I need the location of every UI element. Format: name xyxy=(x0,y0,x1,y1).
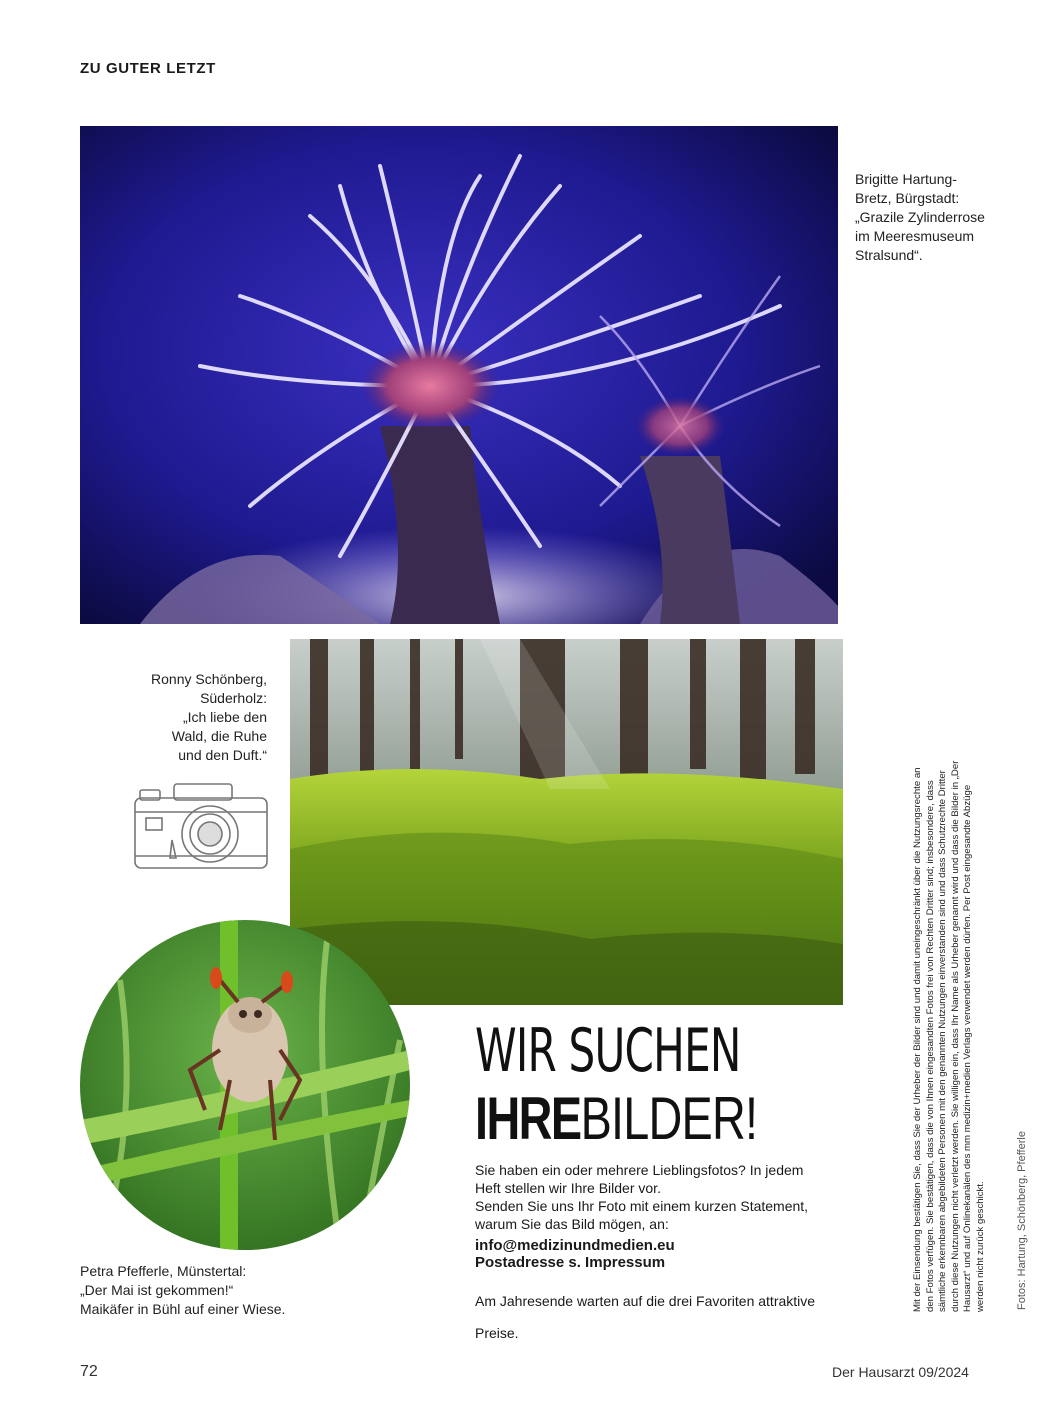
headline-bold-word: IHRE xyxy=(475,1085,581,1152)
headline-line2 xyxy=(475,1085,758,1152)
closing-text: Am Jahresende warten auf die drei Favoriten attraktive Preise. xyxy=(475,1293,816,1341)
headline-line1: WIR SUCHEN xyxy=(475,1016,741,1086)
contact-email[interactable]: info@medizinundmedien.eu xyxy=(475,1237,675,1254)
section-label: ZU GUTER LETZT xyxy=(80,60,216,77)
body-text: Sie haben ein oder mehrere Lieblingsfotos? In jedem Heft stellen wir Ihre Bilder vor. Senden Sie uns Ihr Foto mit einem kurzen Statement, warum Sie das Bild mögen, an: xyxy=(475,1162,809,1232)
photo-credit: Fotos: Hartung, Schönberg, Pfefferle xyxy=(1016,1131,1028,1310)
publication-name: Der Hausarzt 09/2024 xyxy=(832,1364,969,1380)
anemone-photo xyxy=(80,126,838,624)
contact-postal: Postadresse s. Impressum xyxy=(475,1254,666,1271)
headline-light-word: BILDER! xyxy=(580,1085,758,1152)
page-number: 72 xyxy=(80,1363,98,1380)
camera-icon xyxy=(132,778,272,880)
beetle-photo xyxy=(80,920,410,1250)
contact-block xyxy=(475,1237,675,1271)
forest-caption: Ronny Schönberg, Süderholz: „Ich liebe den Wald, die Ruhe und den Duft.“ xyxy=(151,671,267,763)
anemone-caption: Brigitte Hartung- Bretz, Bürgstadt: „Grazile Zylinderrose im Meeresmuseum Stralsund“. xyxy=(855,171,985,263)
forest-photo xyxy=(290,639,843,1005)
beetle-caption: Petra Pfefferle, Münstertal: „Der Mai ist gekommen!“ Maikäfer in Bühl auf einer Wiese. xyxy=(80,1263,286,1317)
legal-notice: Mit der Einsendung bestätigen Sie, dass Sie der Urheber der Bilder sind und damit uneingeschränkt über die Nutzungsrechte an den Fotos verfügen. Sie bestätigen, dass die von Ihnen eingesandten Fotos frei von Rechten Dritter sind; insbesondere, dass sämtliche erkennbaren abgebildeten Personen mit den genannten Nutzungen einverstanden sind und dass Schutzrechte Dritter durch diese Nutzungen nicht verletzt werden. Sie willigen ein, dass Ihr Name als Urheber genannt wird und dass die Bilder in „Der Hausarzt“ und auf Onlinekanälen des mm medizin+medien Verlags verwendet werden dürfen. Per Post eingesandte Abzüge werden nicht zurück geschickt. xyxy=(912,760,986,1312)
